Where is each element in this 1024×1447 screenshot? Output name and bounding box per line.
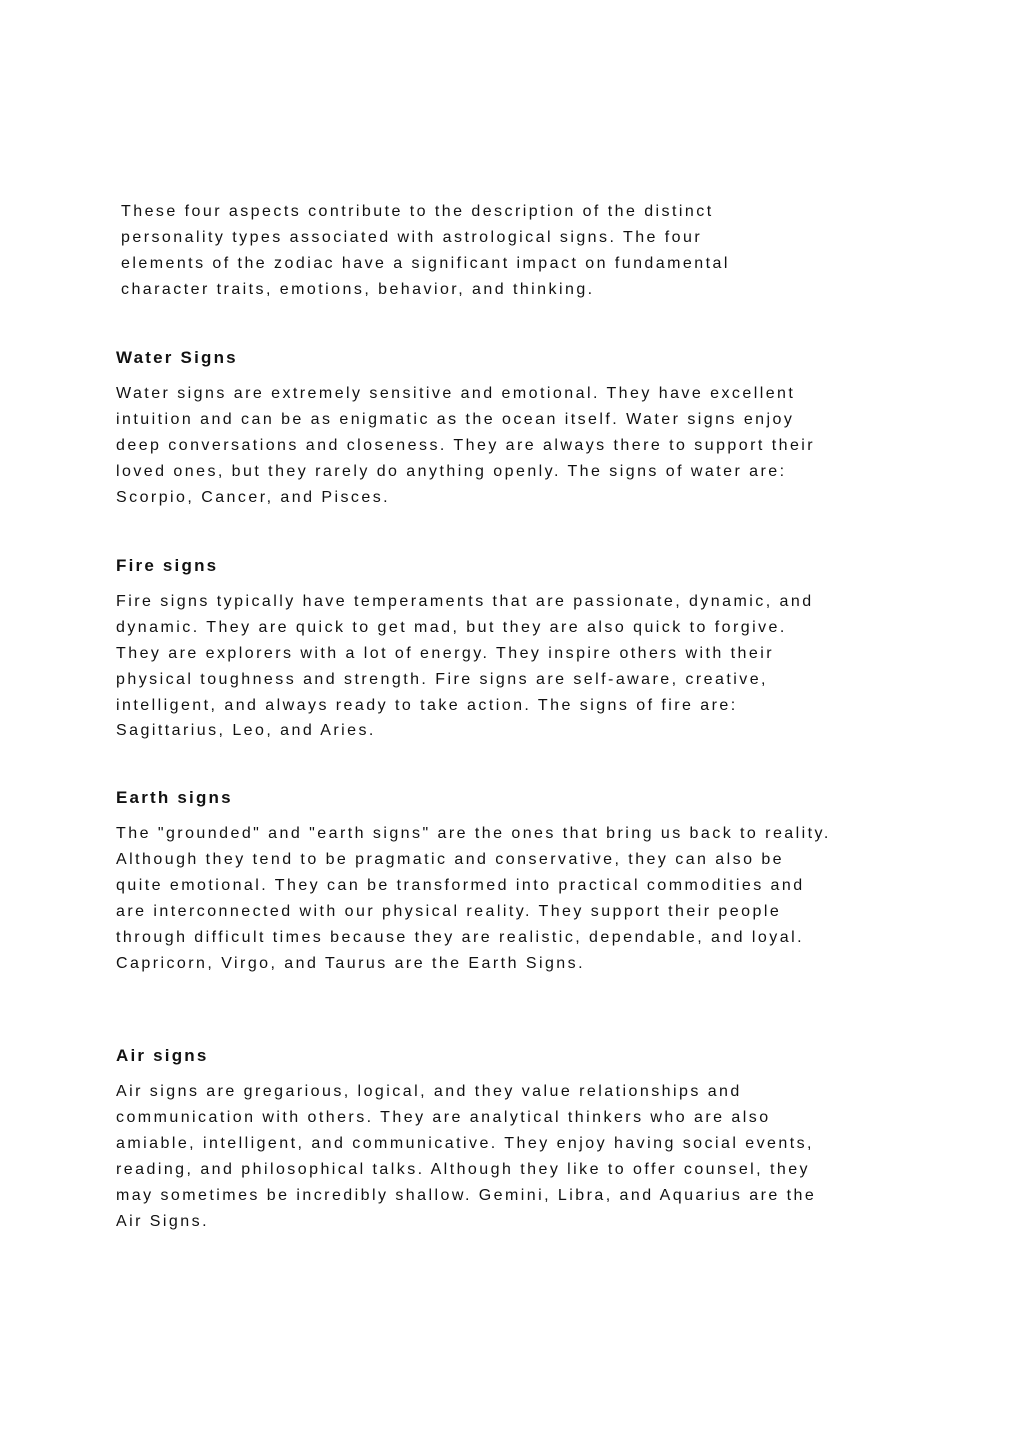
intro-line: These four aspects contribute to the description of the distinct <box>121 203 714 220</box>
section-line: are interconnected with our physical reality. They support their people <box>116 903 782 920</box>
section-line: Scorpio, Cancer, and Pisces. <box>116 489 391 506</box>
section-line: intuition and can be as enigmatic as the ocean itself. Water signs enjoy <box>116 411 795 428</box>
section-heading: Water Signs <box>116 348 238 367</box>
section-line: deep conversations and closeness. They are always there to support their <box>116 437 816 454</box>
section-line: communication with others. They are analytical thinkers who are also <box>116 1109 771 1126</box>
section-line: physical toughness and strength. Fire signs are self-aware, creative, <box>116 671 768 688</box>
intro-line: elements of the zodiac have a significant impact on fundamental <box>121 255 730 272</box>
section-heading: Earth signs <box>116 788 233 807</box>
intro-line: character traits, emotions, behavior, and thinking. <box>121 281 595 298</box>
section-line: Capricorn, Virgo, and Taurus are the Earth Signs. <box>116 955 585 972</box>
section-heading: Air signs <box>116 1046 209 1065</box>
section-line: quite emotional. They can be transformed into practical commodities and <box>116 877 805 894</box>
section-line: Fire signs typically have temperaments that are passionate, dynamic, and <box>116 593 814 610</box>
section-line: Air signs are gregarious, logical, and they value relationships and <box>116 1083 742 1100</box>
section-line: Water signs are extremely sensitive and emotional. They have excellent <box>116 385 796 402</box>
section-line: Although they tend to be pragmatic and conservative, they can also be <box>116 851 785 868</box>
section-line: The "grounded" and "earth signs" are the ones that bring us back to reality. <box>116 825 831 842</box>
section-line: dynamic. They are quick to get mad, but they are also quick to forgive. <box>116 619 787 636</box>
section-line: through difficult times because they are realistic, dependable, and loyal. <box>116 929 804 946</box>
section-line: Sagittarius, Leo, and Aries. <box>116 722 376 739</box>
intro-line: personality types associated with astrological signs. The four <box>121 229 703 246</box>
section-line: They are explorers with a lot of energy. They inspire others with their <box>116 645 775 662</box>
section-line: amiable, intelligent, and communicative. They enjoy having social events, <box>116 1135 814 1152</box>
section-line: reading, and philosophical talks. Although they like to offer counsel, they <box>116 1161 811 1178</box>
section-heading: Fire signs <box>116 556 219 575</box>
section-line: Air Signs. <box>116 1213 209 1230</box>
section-line: intelligent, and always ready to take action. The signs of fire are: <box>116 697 738 714</box>
section-line: may sometimes be incredibly shallow. Gemini, Libra, and Aquarius are the <box>116 1187 817 1204</box>
section-line: loved ones, but they rarely do anything openly. The signs of water are: <box>116 463 787 480</box>
